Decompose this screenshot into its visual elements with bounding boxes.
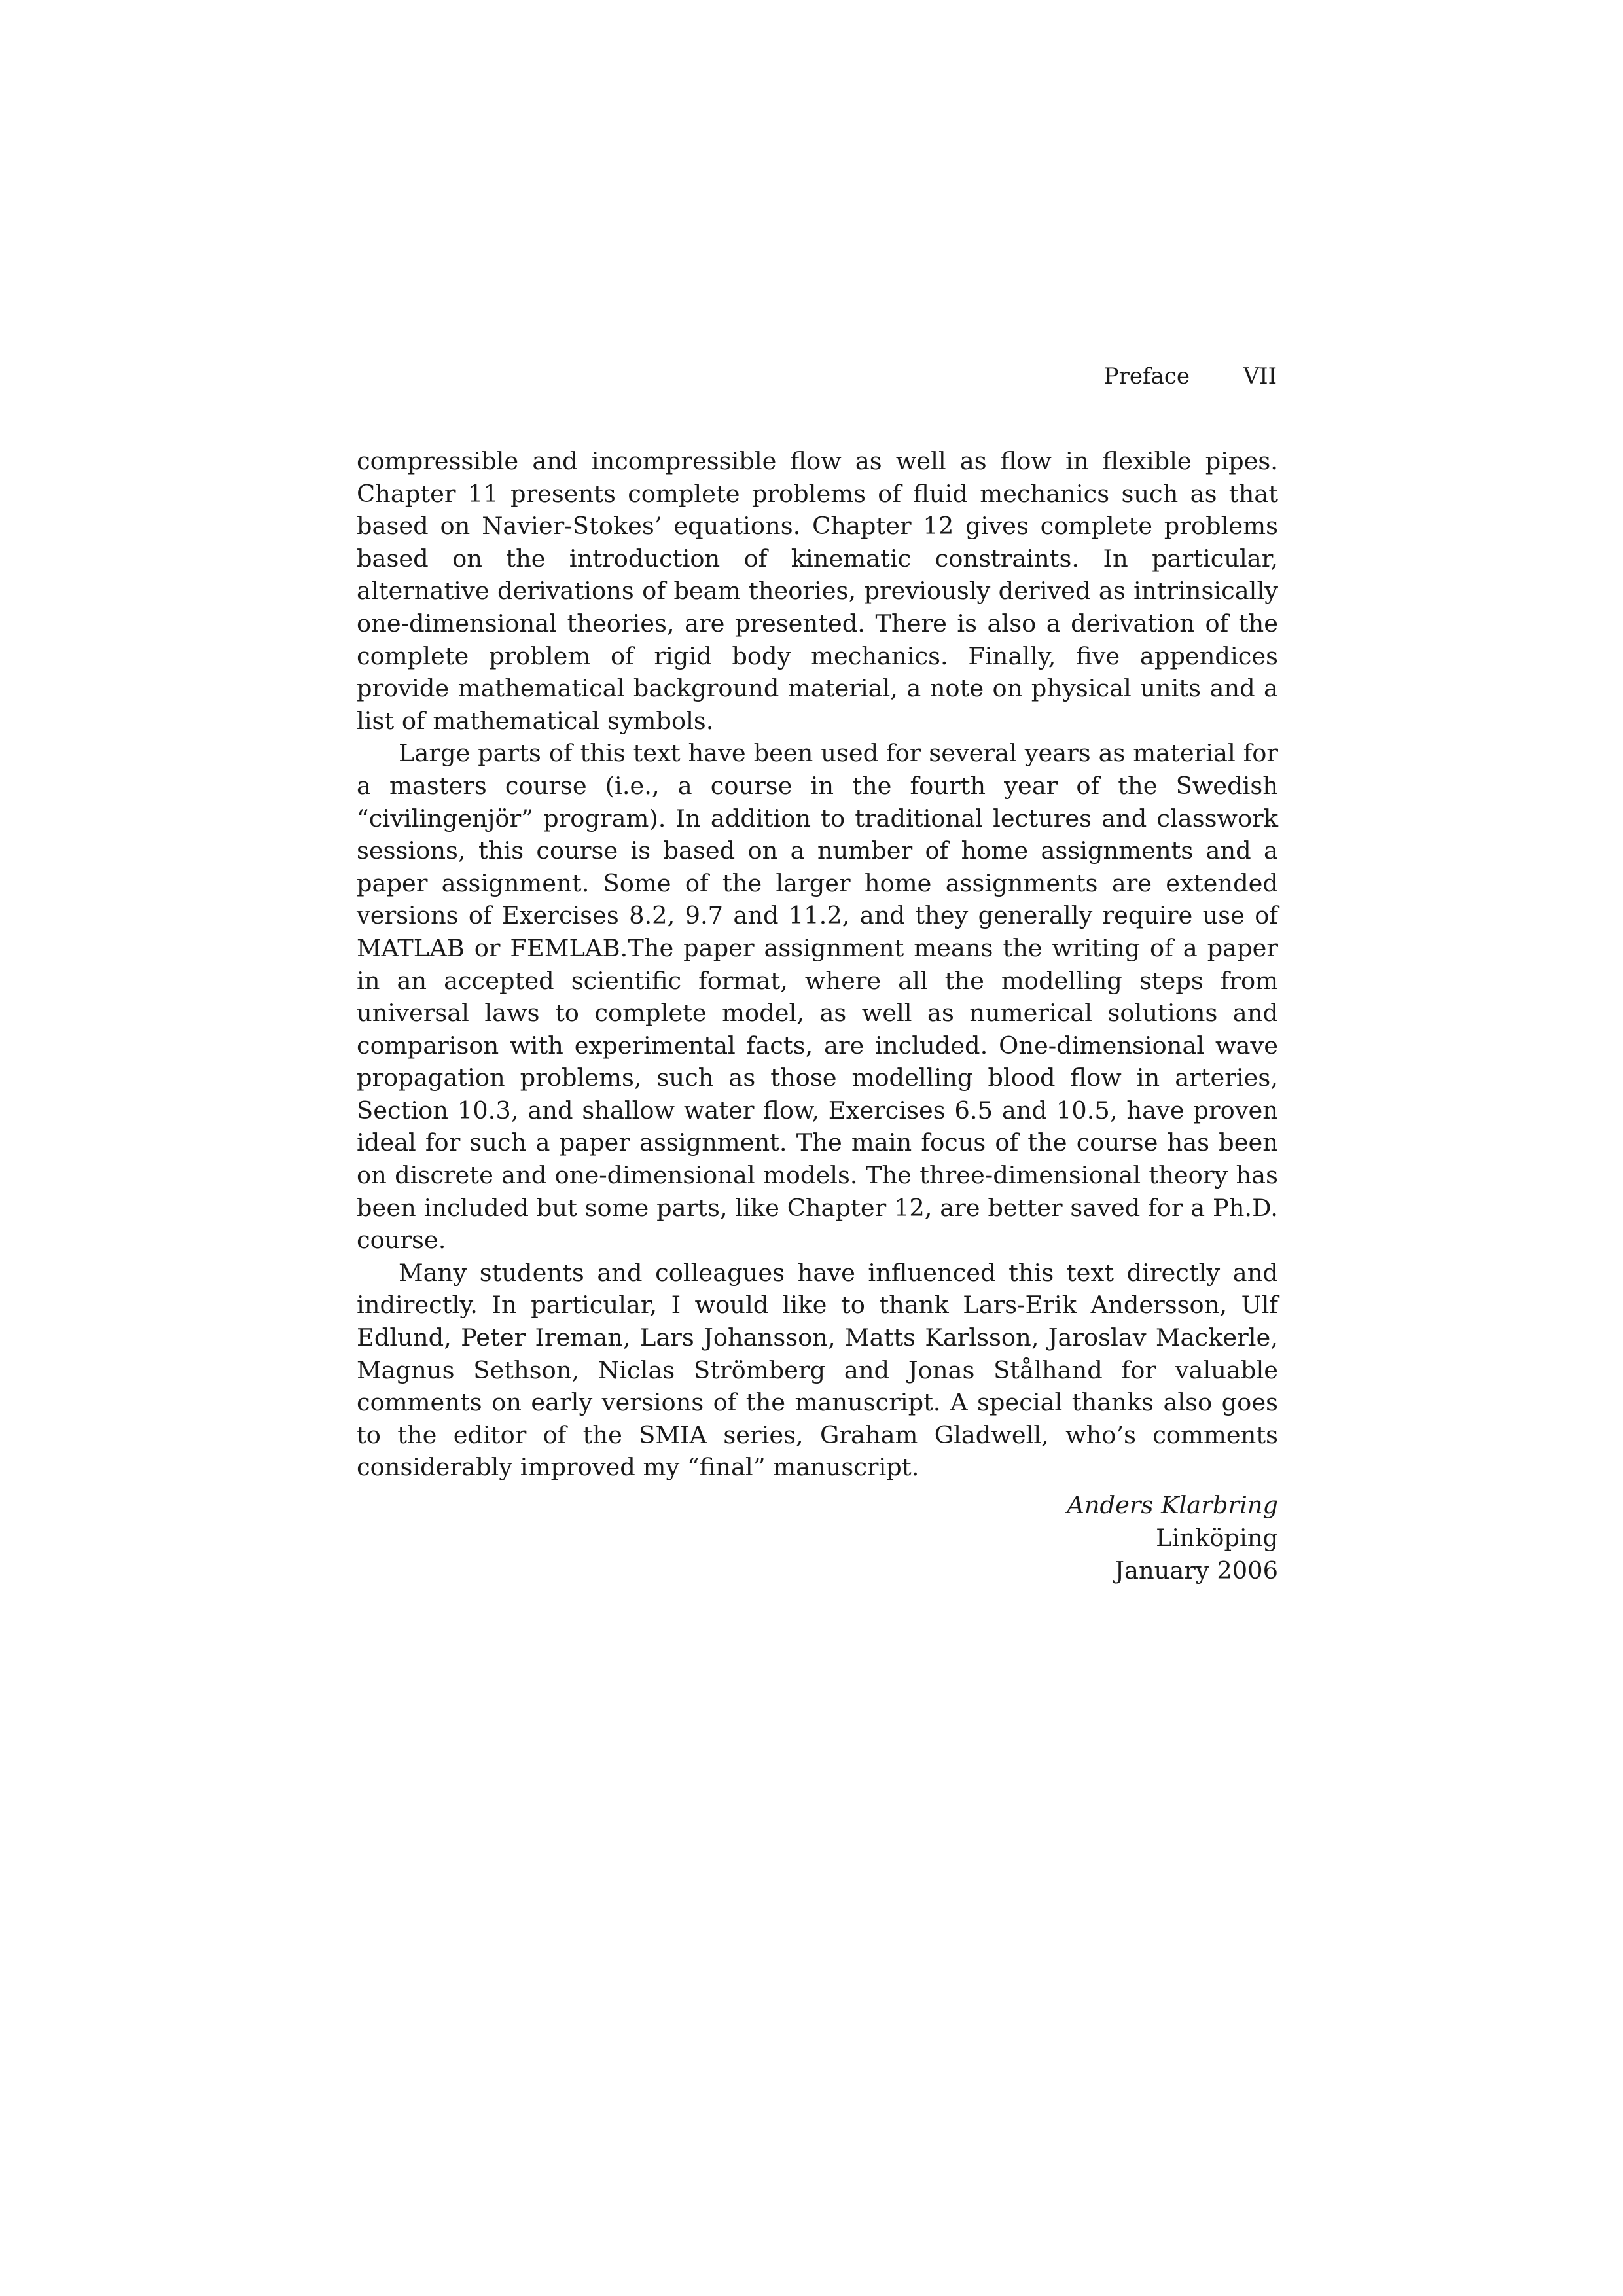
page-number: VII [1243, 363, 1277, 389]
signature-place: Linköping [1156, 1524, 1278, 1552]
preface-body [357, 445, 1278, 1484]
author-name: Anders Klarbring [1067, 1491, 1278, 1519]
running-head [357, 360, 1278, 393]
paragraph-course-usage: Large parts of this text have been used for several years as material for a masters course (i.e., a course in the fourth year of the Swedish “civilingenjör” program). In addition to traditional lectures and classwork sessions, this course is based on a number of home assignments and a paper assignment. Some of the larger home assignments are extended versions of Exercises 8.2, 9.7 and 11.2, and they generally require use of MATLAB or FEMLAB.The paper assignment means the writing of a paper in an accepted scientific format, where all the modelling steps from universal laws to complete model, as well as numerical solutions and comparison with experimental facts, are included. One-dimensional wave propagation problems, such as those modelling blood flow in arteries, Section 10.3, and shallow water flow, Exercises 6.5 and 10.5, have proven ideal for such a paper assignment. The main focus of the course has been on discrete and one-dimensional models. The three-dimensional theory has been included but some parts, like Chapter 12, are better saved for a Ph.D. course. [357, 739, 1278, 1255]
running-title: Preface [1103, 363, 1190, 389]
paragraph-chapter-overview: compressible and incompressible flow as well as flow in flexible pipes. Chapter 11 presents complete problems of fluid mechanics such as that based on Navier-Stokes’ equations. Chapter 12 gives complete problems based on the introduction of kinematic constraints. In particular, alternative derivations of beam theories, previously derived as intrinsically one-dimensional theories, are presented. There is also a derivation of the complete problem of rigid body mechanics. Finally, five appendices provide mathematical background material, a note on physical units and a list of mathematical symbols. [357, 447, 1278, 735]
paragraph-acknowledgements: Many students and colleagues have influenced this text directly and indirectly. In particular, I would like to thank Lars-Erik Andersson, Ulf Edlund, Peter Ireman, Lars Johansson, Matts Karlsson, Jaroslav Mackerle, Magnus Sethson, Niclas Strömberg and Jonas Stålhand for valuable comments on early versions of the manuscript. A special thanks also goes to the editor of the SMIA series, Graham Gladwell, who’s comments considerably improved my “final” manuscript. [357, 1258, 1278, 1482]
signature-date: January 2006 [1115, 1556, 1278, 1585]
signature-block [982, 1489, 1278, 1587]
